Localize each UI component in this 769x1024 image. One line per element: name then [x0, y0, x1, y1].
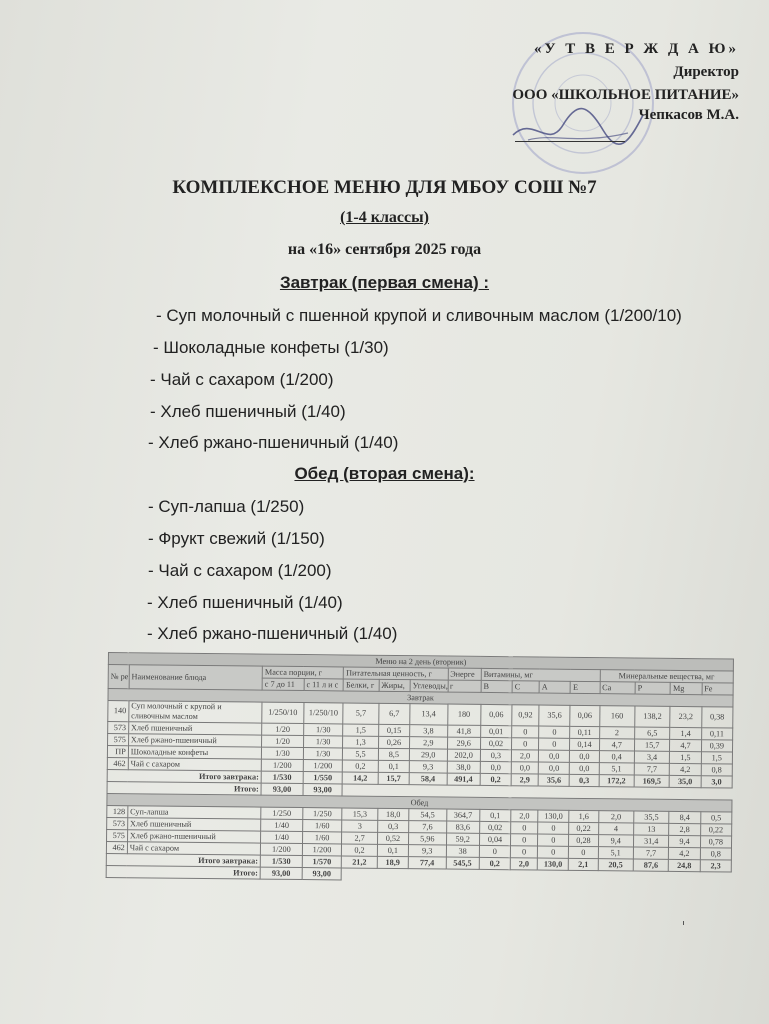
value-cell: 1/200 [261, 843, 303, 855]
recipe-number-cell: 575 [107, 829, 128, 841]
value-cell: 0,1 [377, 844, 408, 856]
value-cell: 0,01 [480, 725, 511, 737]
value-cell: 130,0 [538, 810, 569, 822]
value-cell: 41,8 [447, 725, 480, 737]
value-cell: 1/30 [303, 736, 343, 748]
value-cell: 138,2 [635, 706, 671, 727]
total-value-cell: 20,5 [598, 859, 634, 871]
value-cell: 4,2 [670, 763, 701, 775]
value-cell: 202,0 [447, 749, 480, 761]
total-value-cell: 169,5 [634, 775, 670, 787]
value-cell: 1/20 [262, 723, 304, 735]
value-cell: 9,3 [409, 761, 447, 773]
value-cell: 1/40 [261, 819, 303, 831]
lunch-item: - Чай с сахаром (1/200) [148, 561, 332, 580]
value-cell: 0 [511, 822, 538, 834]
value-cell: 1/40 [261, 831, 303, 843]
total-value-cell: 545,5 [446, 857, 479, 869]
total-value-cell: 35,0 [669, 775, 700, 787]
value-cell: 0,0 [539, 750, 570, 762]
col-header-a: A [539, 681, 570, 693]
value-cell: 1/200 [261, 759, 303, 771]
value-cell: 4,7 [670, 739, 701, 751]
col-header-p: P [635, 682, 671, 694]
value-cell: 83,6 [446, 821, 479, 833]
value-cell: 1/60 [302, 832, 342, 844]
lunch-item: - Фрукт свежий (1/150) [148, 529, 325, 548]
col-header-b: B [481, 680, 512, 692]
value-cell: 0,1 [480, 809, 511, 821]
total-label: Итого завтрака: [106, 853, 260, 867]
value-cell: 9,3 [408, 845, 446, 857]
total-value-cell: 2,1 [569, 858, 598, 870]
approval-company: ООО «ШКОЛЬНОЕ ПИТАНИЕ» [512, 86, 739, 103]
value-cell: 0,06 [481, 704, 512, 725]
total-value-cell: 58,4 [409, 773, 447, 785]
sum-value-cell: 93,00 [261, 783, 303, 795]
value-cell: 0,28 [569, 834, 598, 846]
value-cell: 0 [538, 822, 569, 834]
col-header-e: E [570, 681, 599, 693]
total-value-cell: 1/530 [261, 771, 303, 783]
value-cell: 0,0 [511, 762, 538, 774]
value-cell: 1/30 [303, 748, 343, 760]
value-cell: 0,3 [377, 820, 408, 832]
approval-block [512, 38, 739, 127]
value-cell: 1/250 [261, 807, 303, 819]
value-cell: 13,4 [410, 704, 448, 725]
sum-label: Итого: [107, 781, 261, 795]
lunch-item: - Хлеб пшеничный (1/40) [147, 593, 343, 612]
breakfast-item: - Хлеб пшеничный (1/40) [150, 402, 346, 421]
value-cell: 0 [539, 726, 570, 738]
value-cell: 0,02 [479, 821, 510, 833]
col-header-mg: Mg [670, 682, 701, 694]
value-cell: 1/20 [262, 735, 304, 747]
recipe-number-cell: 462 [107, 757, 128, 769]
total-value-cell: 2,3 [700, 860, 732, 872]
value-cell: 0,92 [512, 705, 539, 726]
value-cell: 0 [512, 726, 539, 738]
breakfast-heading: Завтрак (первая смена) : [279, 273, 490, 292]
value-cell: 0,02 [480, 737, 511, 749]
value-cell: 0,22 [700, 824, 732, 836]
value-cell: 0,78 [700, 836, 732, 848]
value-cell: 1,4 [670, 727, 701, 739]
sum-label: Итого: [106, 865, 260, 879]
value-cell: 1,3 [343, 736, 379, 748]
breakfast-item: - Хлеб ржано-пшеничный (1/40) [148, 433, 399, 452]
value-cell: 0,5 [700, 812, 732, 824]
value-cell: 2,0 [511, 750, 538, 762]
value-cell: 3,8 [410, 725, 448, 737]
total-value-cell: 35,6 [538, 774, 569, 786]
total-value-cell: 87,6 [633, 859, 669, 871]
lunch-item: - Хлеб ржано-пшеничный (1/40) [147, 624, 398, 643]
value-cell: 7,6 [409, 821, 447, 833]
value-cell: 6,5 [635, 727, 671, 739]
col-header-age1: с 7 до 11 [262, 678, 304, 690]
value-cell: 0,04 [479, 833, 510, 845]
value-cell: 5,1 [598, 847, 634, 859]
value-cell: 0,52 [377, 832, 408, 844]
total-value-cell: 0,2 [480, 773, 511, 785]
total-value-cell: 18,9 [377, 856, 408, 868]
recipe-number-cell: 573 [107, 817, 128, 829]
breakfast-item: - Шоколадные конфеты (1/30) [153, 338, 389, 357]
value-cell: 0,15 [378, 724, 409, 736]
total-value-cell: 3,0 [701, 776, 733, 788]
dish-name-cell: Чай с сахаром [128, 758, 261, 771]
total-value-cell: 24,8 [669, 859, 700, 871]
recipe-number-cell: 140 [108, 701, 129, 722]
table-body [106, 689, 733, 885]
recipe-number-cell: ПР [107, 746, 128, 758]
value-cell: 1,5 [343, 724, 379, 736]
sum-value-cell: 93,00 [303, 784, 343, 796]
col-header-nutrition: Питательная ценность, г [344, 667, 448, 680]
approval-position: Директор [673, 63, 739, 80]
value-cell: 364,7 [446, 809, 479, 821]
dish-name-cell: Суп молочный с крупой и сливочным маслом [129, 701, 263, 723]
total-value-cell: 0,2 [479, 857, 510, 869]
value-cell: 2 [599, 727, 635, 739]
value-cell: 2,0 [511, 810, 538, 822]
breakfast-item: - Чай с сахаром (1/200) [150, 370, 334, 389]
value-cell: 0,0 [480, 761, 511, 773]
value-cell: 0,0 [570, 762, 599, 774]
sum-value-cell: 93,00 [302, 868, 342, 880]
value-cell: 0,39 [701, 740, 733, 752]
section-title: Завтрак [108, 689, 733, 708]
value-cell: 0,22 [569, 822, 598, 834]
value-cell: 0,26 [378, 736, 409, 748]
total-value-cell: 0,3 [569, 774, 598, 786]
value-cell: 8,5 [378, 748, 409, 760]
value-cell: 0 [569, 846, 598, 858]
value-cell: 2,7 [342, 832, 378, 844]
grades-subtitle: (1-4 классы) [340, 209, 429, 226]
value-cell: 1/60 [302, 820, 342, 832]
value-cell: 1,6 [569, 810, 598, 822]
col-header-age2: с 11 л и с [304, 679, 344, 691]
dish-name-cell: Суп-лапша [128, 806, 261, 819]
value-cell: 2,8 [669, 823, 700, 835]
value-cell: 0,8 [701, 764, 733, 776]
section-title: Обед [107, 793, 732, 812]
value-cell: 35,5 [634, 811, 670, 823]
value-cell: 4,7 [599, 739, 635, 751]
value-cell: 1/250/10 [304, 703, 344, 724]
value-cell: 6,7 [379, 703, 410, 724]
col-header-protein: Белки, г [343, 679, 379, 691]
col-header-carbs: Углеводы, г [410, 680, 448, 692]
total-value-cell: 1/570 [302, 856, 342, 868]
value-cell: 0,06 [570, 705, 599, 726]
value-cell: 1/200 [303, 760, 343, 772]
dish-name-cell: Хлеб ржано-пшеничный [127, 830, 260, 843]
value-cell: 0 [538, 834, 569, 846]
dish-name-cell: Шоколадные конфеты [128, 746, 261, 759]
col-header-ca: Ca [600, 682, 636, 694]
col-header-energy: Энерге [448, 668, 481, 680]
value-cell: 8,4 [669, 811, 700, 823]
value-cell: 7,7 [633, 847, 669, 859]
value-cell: 0 [538, 846, 569, 858]
value-cell: 0,0 [538, 762, 569, 774]
recipe-number-cell: 573 [108, 722, 129, 734]
total-value-cell: 1/530 [260, 855, 302, 867]
nutrition-table [106, 652, 734, 885]
value-cell: 9,4 [669, 835, 700, 847]
lunch-heading: Обед (вторая смена): [294, 464, 475, 483]
signature-line [515, 141, 625, 142]
value-cell: 0,2 [343, 760, 379, 772]
dish-name-cell: Чай с сахаром [127, 842, 260, 855]
total-value-cell: 21,2 [342, 856, 378, 868]
value-cell: 1/30 [262, 747, 304, 759]
value-cell: 160 [599, 706, 635, 727]
value-cell: 0 [539, 738, 570, 750]
value-cell: 0,4 [599, 751, 635, 763]
value-cell: 1,5 [670, 751, 701, 763]
value-cell: 0,38 [701, 707, 733, 728]
value-cell: 1/200 [302, 844, 342, 856]
menu-date: на «16» сентября 2025 года [287, 241, 482, 258]
value-cell: 13 [634, 823, 670, 835]
total-value-cell: 2,9 [511, 774, 538, 786]
value-cell: 29,6 [447, 737, 480, 749]
value-cell: 5,7 [343, 703, 379, 724]
value-cell: 23,2 [670, 706, 701, 727]
value-cell: 0,2 [342, 844, 378, 856]
value-cell: 1,5 [701, 752, 733, 764]
col-header-minerals: Минеральные вещества, мг [600, 670, 734, 683]
value-cell: 3 [342, 820, 378, 832]
approval-heading: «У Т В Е Р Ж Д А Ю» [533, 41, 739, 57]
total-value-cell: 130,0 [537, 858, 568, 870]
value-cell: 2,0 [598, 811, 634, 823]
value-cell: 5,96 [409, 833, 447, 845]
recipe-number-cell: 462 [106, 841, 127, 853]
total-value-cell: 15,7 [378, 772, 409, 784]
value-cell: 0,1 [378, 760, 409, 772]
value-cell: 0,14 [570, 738, 599, 750]
value-cell: 29,0 [409, 749, 447, 761]
col-header-vitamins: Витамины, мг [481, 668, 600, 681]
breakfast-item: - Суп молочный с пшенной крупой и сливочным маслом (1/200/10) [156, 306, 682, 325]
value-cell: 0,11 [570, 726, 599, 738]
value-cell: 18,0 [378, 808, 409, 820]
value-cell: 1/250 [303, 808, 343, 820]
page-mark [683, 921, 684, 925]
value-cell: 0 [512, 738, 539, 750]
value-cell: 0 [510, 846, 537, 858]
value-cell: 54,5 [409, 809, 447, 821]
dish-name-cell: Хлеб ржано-пшеничный [128, 734, 261, 747]
value-cell: 5,1 [599, 763, 635, 775]
value-cell: 2,9 [410, 737, 448, 749]
value-cell: 7,7 [634, 763, 670, 775]
col-header-portion: Масса порции, г [262, 666, 343, 679]
value-cell: 15,7 [634, 739, 670, 751]
document-title: КОМПЛЕКСНОЕ МЕНЮ ДЛЯ МБОУ СОШ №7 [172, 177, 597, 198]
value-cell: 0 [511, 834, 538, 846]
value-cell: 0,3 [480, 749, 511, 761]
approval-signer: Чепкасов М.А. [638, 107, 739, 124]
total-label: Итого завтрака: [107, 769, 261, 783]
col-header-name: Наименование блюда [129, 665, 263, 690]
value-cell: 35,6 [539, 705, 570, 726]
value-cell: 38 [446, 845, 479, 857]
value-cell: 1/30 [303, 724, 343, 736]
total-value-cell: 491,4 [447, 773, 480, 785]
value-cell: 9,4 [598, 835, 634, 847]
total-value-cell: 2,0 [510, 858, 537, 870]
value-cell: 1/250/10 [262, 702, 304, 723]
value-cell: 0,0 [570, 750, 599, 762]
value-cell: 4,2 [669, 847, 700, 859]
sum-value-cell: 93,00 [260, 867, 302, 879]
dish-name-cell: Хлеб пшеничный [127, 818, 260, 831]
col-header-fe: Fe [702, 683, 734, 695]
total-value-cell: 1/550 [303, 772, 343, 784]
table-caption: Меню на 2 день (вторник) [108, 653, 733, 672]
lunch-item: - Суп-лапша (1/250) [148, 497, 305, 516]
value-cell: 3,4 [634, 751, 670, 763]
dish-name-cell: Хлеб пшеничный [128, 722, 261, 735]
value-cell: 0,8 [700, 848, 732, 860]
value-cell: 31,4 [633, 835, 669, 847]
col-header-fat: Жиры, [379, 679, 410, 691]
value-cell: 180 [447, 704, 481, 725]
recipe-number-cell: 575 [108, 734, 129, 746]
value-cell: 38,0 [447, 761, 480, 773]
value-cell: 0 [479, 845, 510, 857]
value-cell: 59,2 [446, 833, 479, 845]
total-value-cell: 14,2 [343, 772, 379, 784]
col-header-num: № ре [108, 665, 129, 689]
value-cell: 5,5 [343, 748, 379, 760]
value-cell: 4 [598, 823, 634, 835]
total-value-cell: 77,4 [408, 857, 446, 869]
recipe-number-cell: 128 [107, 805, 128, 817]
total-value-cell: 172,2 [599, 775, 635, 787]
value-cell: 15,3 [342, 808, 378, 820]
col-header-c: C [512, 681, 539, 693]
value-cell: 0,11 [701, 728, 733, 740]
nutrition-table-wrapper [106, 652, 734, 885]
